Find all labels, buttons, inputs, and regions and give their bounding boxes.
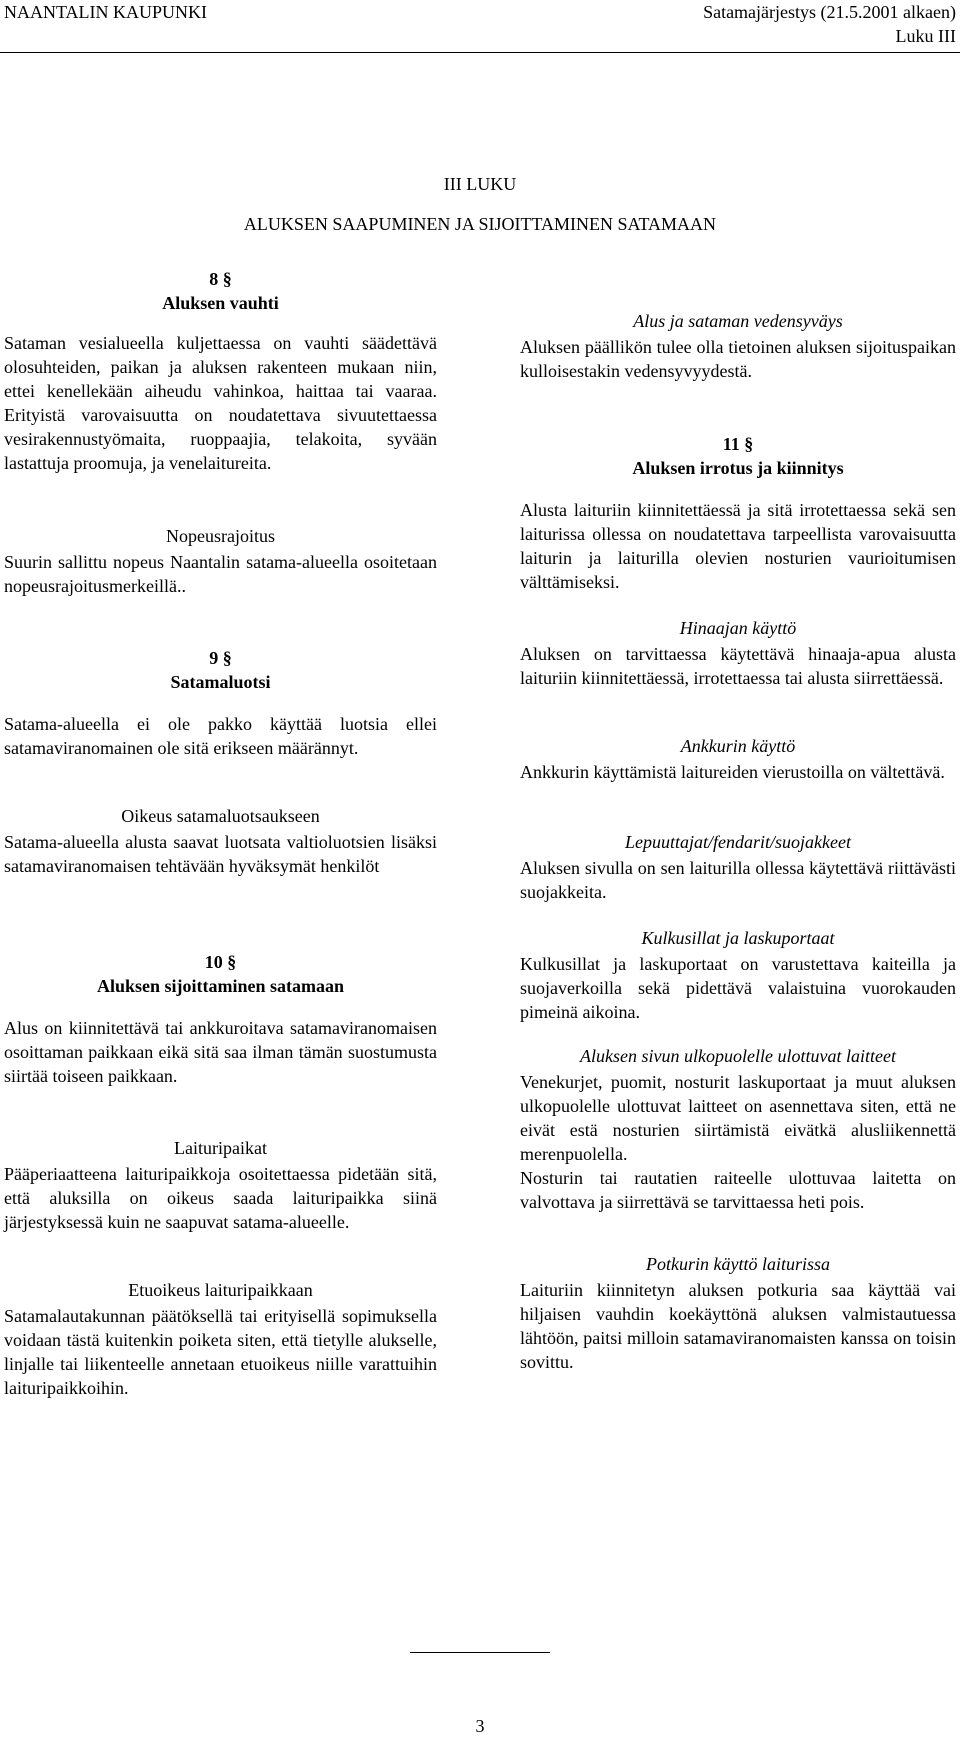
page-number: 3 — [475, 1716, 485, 1736]
header-rule — [0, 52, 960, 53]
anchor-text: Ankkurin käyttämistä laitureiden vierustoilla on vältettävä. — [520, 762, 945, 782]
propeller-subheading: Potkurin käyttö laiturissa — [646, 1254, 830, 1274]
section-11-title: Aluksen irrotus ja kiinnitys — [632, 458, 844, 478]
section-9-subheading: Oikeus satamaluotsaukseen — [121, 806, 320, 826]
section-11-paragraph: Alusta laituriin kiinnitettäessä ja sitä irrotettaessa sekä sen laiturissa ollessa on noudatettava tarpeellista varovaisuutta laiturin ja laiturilla olevien nosturien vaurioitumisen välttämiseksi. — [520, 500, 956, 592]
section-10-title: Aluksen sijoittaminen satamaan — [96, 976, 345, 996]
tug-subheading: Hinaajan käyttö — [679, 618, 797, 638]
section-9-number: 9 § — [209, 648, 232, 668]
page-header — [0, 0, 960, 64]
tug-text: Aluksen on tarvittaessa käytettävä hinaaja-apua alusta laituriin kiinnitettäessä, irrotettaessa tai alusta siirrettäessä. — [520, 644, 956, 688]
footer-rule — [410, 1652, 550, 1653]
section-8-subheading: Nopeusrajoitus — [166, 526, 275, 546]
draught-text: Aluksen päällikön tulee olla tietoinen aluksen sijoituspaikan kulloisestakin vedensyvyydestä. — [520, 337, 956, 381]
section-8-title: Aluksen vauhti — [162, 293, 279, 313]
fenders-text: Aluksen sivulla on sen laiturilla ollessa käytettävä riittävästi suojakkeita. — [520, 858, 956, 902]
crane-track-text: Nosturin tai rautatien raiteelle ulottuvaa laitetta on valvottava ja siirrettävä se tarvittaessa heti pois. — [520, 1168, 956, 1212]
outboard-equipment-text: Venekurjet, puomit, nosturit laskuportaat ja muut aluksen ulkopuolelle ulottuvat laitteet on asennettava siten, että ne eivät estä nosturien siirtämistä eivätkä alusliikennettä merenpuolella. — [520, 1072, 956, 1164]
section-9-paragraph: Satama-alueella ei ole pakko käyttää luotsia ellei satamaviranomainen ole sitä erikseen määrännyt. — [4, 714, 437, 758]
section-8-speed-limit-text: Suurin sallittu nopeus Naantalin satama-alueella osoitetaan nopeusrajoitusmerkeillä.. — [4, 552, 437, 596]
gangways-text: Kulkusillat ja laskuportaat on varustettava kaiteilla ja suojaverkoilla sekä pidettävä valaistuina vuorokauden pimeinä aikoina. — [520, 954, 956, 1022]
section-10-berths-text: Pääperiaatteena laituripaikkoja osoitettaessa pidetään sitä, että aluksilla on oikeus saada laituripaikka siinä järjestyksessä kuin ne saapuvat satama-alueelle. — [4, 1164, 437, 1232]
section-10-priority-text: Satamalautakunnan päätöksellä tai erityisellä sopimuksella voidaan tästä kuitenkin poiketa siten, että tietylle alukselle, linjalle tai liikenteelle annetaan etuoikeus niille varattuihin laituripaikkoihin. — [4, 1306, 437, 1398]
section-10-paragraph: Alus on kiinnitettävä tai ankkuroitava satamaviranomaisen osoittaman paikkaan eikä sitä saa ilman tämän suostumusta siirtää toiseen paikkaan. — [4, 1018, 437, 1086]
anchor-subheading: Ankkurin käyttö — [680, 736, 796, 756]
header-organization: NAANTALIN KAUPUNKI — [4, 2, 208, 22]
header-chapter: Luku III — [895, 26, 956, 46]
outboard-equipment-subheading: Aluksen sivun ulkopuolelle ulottuvat laitteet — [580, 1046, 896, 1066]
header-document-title: Satamajärjestys (21.5.2001 alkaen) — [703, 2, 956, 22]
section-10-number: 10 § — [204, 952, 237, 972]
section-8-paragraph: Sataman vesialueella kuljettaessa on vauhti säädettävä olosuhteiden, paikan ja aluksen rakenteen mukaan niin, ettei kenellekään aiheudu vahinkoa, haittaa tai vaaraa. Erityistä varovaisuutta on noudatettava sivuutettaessa vesirakennustyömaita, ruoppaajia, telakoita, syvään lastattuja proomuja, ja venelaitureita. — [4, 333, 437, 473]
section-9-pilot-rights-text: Satama-alueella alusta saavat luotsata valtioluotsien lisäksi satamaviranomaisen tehtävään hyväksymät henkilöt — [4, 832, 437, 876]
gangways-subheading: Kulkusillat ja laskuportaat — [641, 928, 835, 948]
section-11-number: 11 § — [722, 434, 754, 454]
fenders-subheading: Lepuuttajat/fendarit/suojakkeet — [625, 832, 851, 852]
propeller-text: Laituriin kiinnitetyn aluksen potkuria saa käyttää vai hiljaisen vauhdin koekäyttönä aluksen valmistautuessa lähtöön, paitsi milloin satamaviranomaisten kanssa on toisin sovittu. — [520, 1280, 956, 1372]
draught-subheading: Alus ja sataman vedensyväys — [633, 311, 843, 331]
section-8-number: 8 § — [209, 269, 232, 289]
chapter-title: ALUKSEN SAAPUMINEN JA SIJOITTAMINEN SATAMAAN — [243, 214, 717, 234]
section-10-subheading-priority: Etuoikeus laituripaikkaan — [128, 1280, 313, 1300]
section-10-subheading-berths: Laituripaikat — [174, 1138, 267, 1158]
chapter-number: III LUKU — [443, 174, 517, 194]
section-9-title: Satamaluotsi — [170, 672, 271, 692]
header-document-info — [703, 0, 956, 48]
